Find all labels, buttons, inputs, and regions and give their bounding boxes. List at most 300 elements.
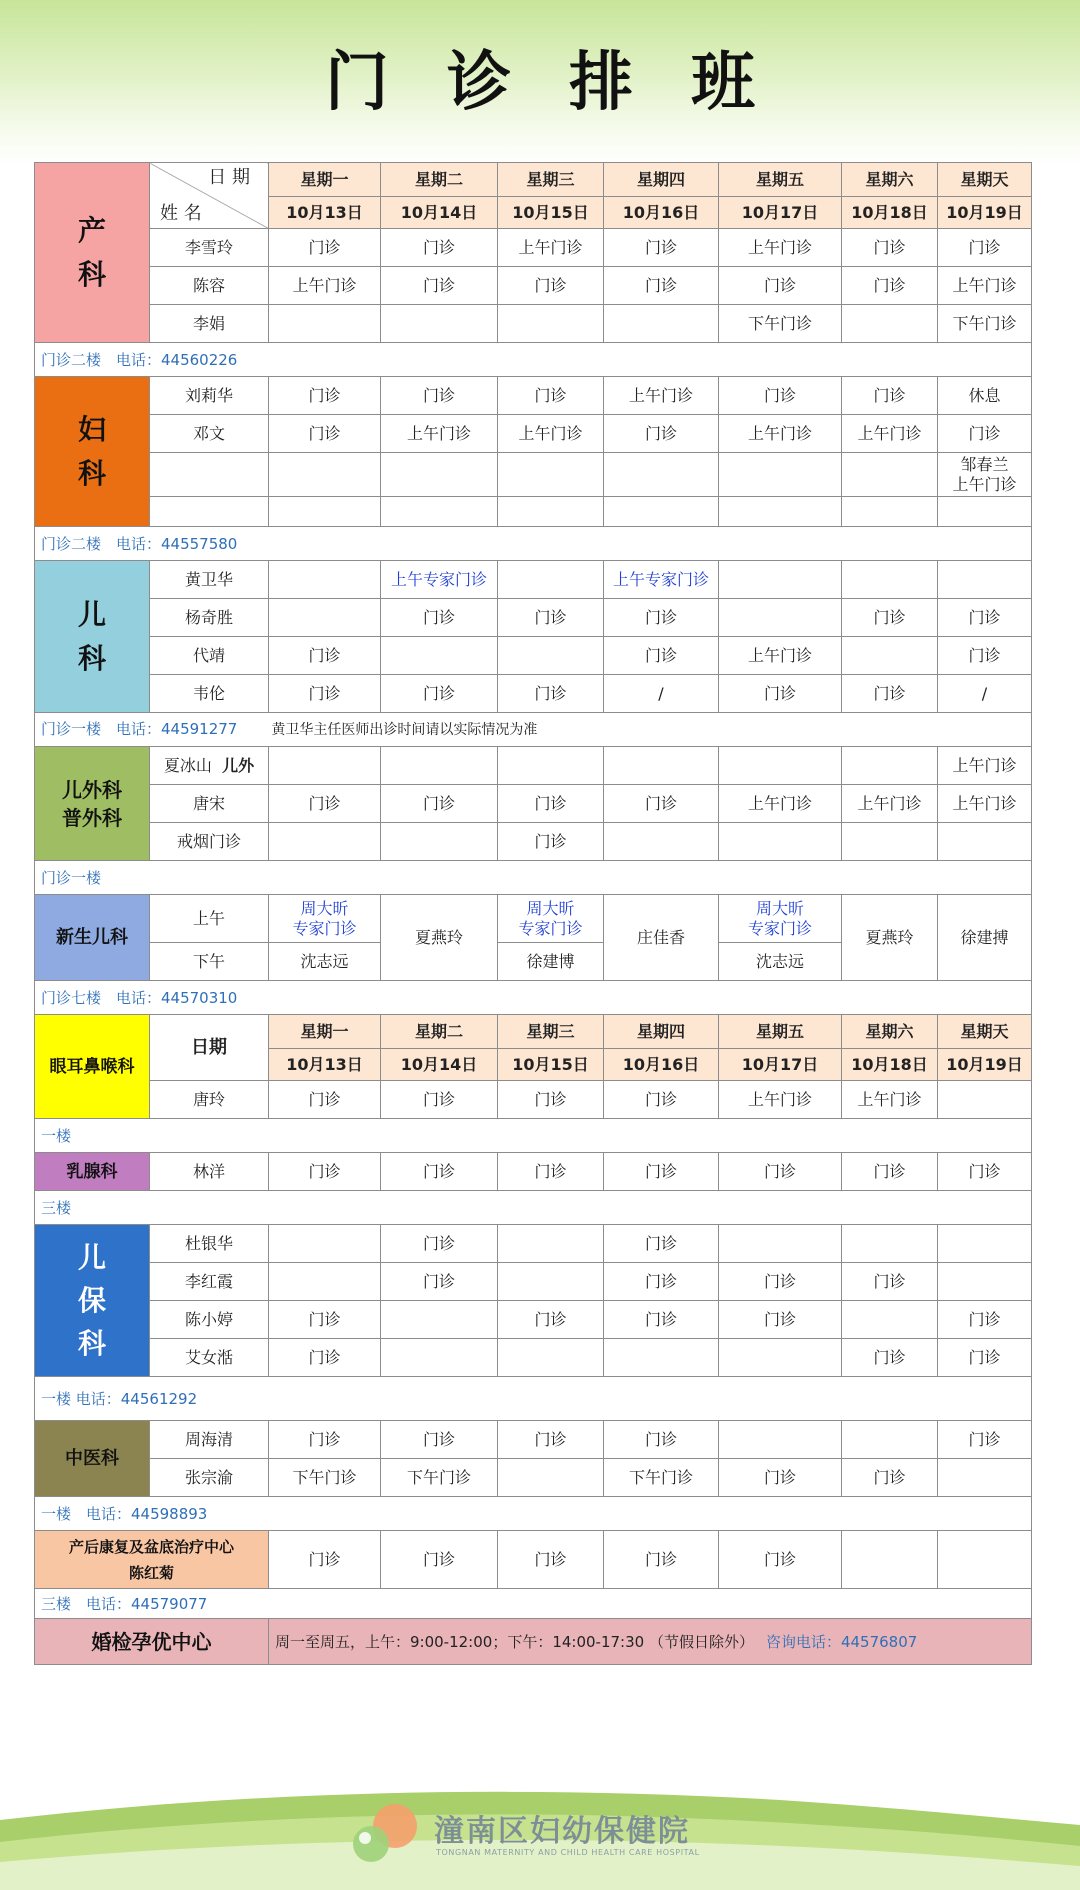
schedule-cell: [938, 637, 1032, 675]
schedule-cell: [842, 415, 938, 453]
schedule-text: 上午门诊: [952, 793, 1017, 813]
location-note: [35, 1119, 1032, 1153]
weekday-text: 星期天: [960, 169, 1009, 189]
table-row: [35, 229, 1032, 267]
schedule-cell: [269, 415, 381, 453]
schedule-text: 门诊: [763, 683, 796, 703]
doctor-name-text: 陈容: [192, 275, 225, 295]
schedule-cell: [842, 599, 938, 637]
schedule-cell: [719, 415, 842, 453]
schedule-cell: [842, 229, 938, 267]
location-note: [35, 713, 1032, 747]
table-row: [35, 713, 1032, 747]
schedule-text: 上午门诊: [406, 423, 471, 443]
schedule-cell: [604, 823, 719, 861]
schedule-text: 门诊: [763, 1161, 796, 1181]
date-text: 10月18日: [851, 202, 928, 222]
weekday-header: [938, 1015, 1032, 1049]
schedule-cell: [381, 599, 498, 637]
location-phone-note: 三楼 电话：44579077: [41, 1594, 208, 1613]
date-label-header: [150, 1015, 269, 1081]
session-label: [150, 943, 269, 981]
department-label: [35, 1153, 150, 1191]
schedule-cell: [938, 675, 1032, 713]
schedule-cell: [938, 305, 1032, 343]
schedule-cell: [719, 305, 842, 343]
schedule-cell: [269, 1531, 381, 1589]
schedule-cell: [938, 1263, 1032, 1301]
schedule-cell: [381, 1153, 498, 1191]
doctor-name: [150, 1301, 269, 1339]
doctor-name-text: 邓文: [192, 423, 225, 443]
schedule-cell: [604, 747, 719, 785]
schedule-text: 徐建博: [526, 951, 575, 971]
department-name: 普外科: [62, 805, 122, 830]
date-text: 10月13日: [286, 202, 363, 222]
department-name: 眼耳鼻喉科: [49, 1056, 135, 1077]
schedule-text: 门诊: [308, 385, 341, 405]
schedule-cell: [719, 785, 842, 823]
doctor-name: [150, 1263, 269, 1301]
schedule-cell: [719, 1339, 842, 1377]
hospital-name: 潼南区妇幼保健院: [434, 1814, 690, 1849]
schedule-text: 门诊: [534, 793, 567, 813]
schedule-text: 门诊: [968, 1429, 1001, 1449]
schedule-text: 周大昕: [300, 898, 349, 918]
doctor-name: [150, 497, 269, 527]
schedule-text: 门诊: [308, 1347, 341, 1367]
schedule-text: 门诊: [644, 1271, 677, 1291]
department-label: [35, 1531, 269, 1589]
schedule-text: 下午门诊: [292, 1467, 357, 1487]
schedule-cell: [269, 675, 381, 713]
schedule-text: 门诊: [873, 237, 906, 257]
table-row: [35, 377, 1032, 415]
location-note: [35, 861, 1032, 895]
schedule-text: 上午门诊: [518, 423, 583, 443]
weekday-header: [498, 1015, 604, 1049]
department-label: [35, 1421, 150, 1497]
doctor-name: [150, 1339, 269, 1377]
schedule-text: 门诊: [308, 1089, 341, 1109]
schedule-cell: [842, 1301, 938, 1339]
schedule-cell: [498, 415, 604, 453]
table-row: [35, 1015, 1032, 1049]
schedule-cell: [938, 599, 1032, 637]
doctor-name-text: 李红霞: [184, 1271, 233, 1291]
schedule-text: 门诊: [422, 1161, 455, 1181]
schedule-cell: [498, 453, 604, 497]
schedule-text: 上午门诊: [518, 237, 583, 257]
schedule-cell: [381, 305, 498, 343]
doctor-name: [150, 1153, 269, 1191]
location-note: [35, 1191, 1032, 1225]
schedule-cell: [498, 1225, 604, 1263]
schedule-cell: [269, 1421, 381, 1459]
schedule-cell: [604, 267, 719, 305]
schedule-text: 门诊: [763, 1467, 796, 1487]
schedule-cell: [269, 267, 381, 305]
schedule-cell: [842, 1263, 938, 1301]
doctor-name-text: 韦伦: [192, 683, 225, 703]
doctor-name: [150, 1421, 269, 1459]
date-text: 10月13日: [286, 1054, 363, 1074]
schedule-cell: [938, 895, 1032, 981]
schedule-cell: [842, 305, 938, 343]
location-phone-note: 门诊二楼 电话：44560226: [41, 350, 238, 369]
consult-phone: 咨询电话：44576807: [765, 1632, 918, 1651]
schedule-text: 门诊: [763, 1271, 796, 1291]
schedule-cell: [719, 1153, 842, 1191]
schedule-text: 门诊: [534, 831, 567, 851]
schedule-cell: [269, 1459, 381, 1497]
schedule-cell: [269, 1225, 381, 1263]
schedule-text: 门诊: [968, 1161, 1001, 1181]
doctor-name: [150, 229, 269, 267]
schedule-cell: [269, 637, 381, 675]
schedule-cell: [381, 823, 498, 861]
schedule-cell: [498, 747, 604, 785]
schedule-cell: [269, 229, 381, 267]
date-header: [498, 197, 604, 229]
weekday-header: [269, 163, 381, 197]
department-name: 产后康复及盆底治疗中心: [68, 1537, 234, 1556]
schedule-cell: [604, 305, 719, 343]
schedule-cell: [719, 637, 842, 675]
doctor-name: [150, 1081, 269, 1119]
schedule-text: 门诊: [422, 1271, 455, 1291]
schedule-cell: [381, 1263, 498, 1301]
table-row: [35, 343, 1032, 377]
session-text: 上午: [192, 908, 225, 928]
schedule-cell: [719, 377, 842, 415]
schedule-text: 徐建搏: [960, 927, 1009, 947]
location-phone-note: 门诊七楼 电话：44570310: [41, 988, 238, 1007]
date-text: 10月18日: [851, 1054, 928, 1074]
schedule-text: 门诊: [422, 793, 455, 813]
schedule-text: 门诊: [422, 607, 455, 627]
schedule-text: 门诊: [644, 423, 677, 443]
schedule-text: 周大昕: [755, 898, 804, 918]
schedule-cell: [498, 785, 604, 823]
schedule-cell: [381, 747, 498, 785]
schedule-text: 门诊: [422, 1429, 455, 1449]
doctor-name-text: 代靖: [192, 645, 225, 665]
location-note: [35, 527, 1032, 561]
schedule-text: 门诊: [308, 793, 341, 813]
date-name-corner-header: [150, 163, 269, 229]
schedule-text: 门诊: [534, 683, 567, 703]
date-header: [269, 197, 381, 229]
department-label: [35, 1619, 269, 1665]
schedule-cell: [938, 1081, 1032, 1119]
weekday-text: 星期一: [300, 1021, 349, 1041]
table-row: [35, 1153, 1032, 1191]
schedule-cell: [269, 497, 381, 527]
table-row: [35, 895, 1032, 943]
schedule-text: 门诊: [308, 645, 341, 665]
schedule-cell: [269, 1301, 381, 1339]
schedule-cell: [269, 377, 381, 415]
schedule-cell: [381, 1339, 498, 1377]
schedule-cell: [498, 1081, 604, 1119]
schedule-text: 上午门诊: [628, 385, 693, 405]
page-title: 门诊排班: [325, 46, 813, 120]
schedule-text: 上午门诊: [747, 645, 812, 665]
date-text: 10月15日: [512, 1054, 589, 1074]
schedule-cell: [604, 377, 719, 415]
schedule-cell: [719, 895, 842, 943]
schedule-cell: [719, 675, 842, 713]
schedule-cell: [938, 453, 1032, 497]
schedule-cell: [381, 637, 498, 675]
schedule-cell: [842, 377, 938, 415]
schedule-text: 门诊: [534, 275, 567, 295]
location-phone-note: 一楼 电话：44561292: [41, 1389, 198, 1408]
schedule-text: 沈志远: [755, 951, 804, 971]
doctor-name-text: 刘莉华: [184, 385, 233, 405]
table-row: [35, 747, 1032, 785]
weekday-text: 星期二: [414, 169, 463, 189]
schedule-text: 门诊: [763, 385, 796, 405]
schedule-cell: [381, 1421, 498, 1459]
schedule-cell: [381, 561, 498, 599]
schedule-cell: [604, 1153, 719, 1191]
schedule-cell: [938, 1153, 1032, 1191]
schedule-text: 门诊: [422, 237, 455, 257]
date-text: 10月19日: [946, 1054, 1023, 1074]
doctor-name-text: 夏冰山: [163, 755, 212, 775]
schedule-text: 门诊: [534, 1549, 567, 1569]
date-text: 10月15日: [512, 202, 589, 222]
schedule-text: 门诊: [644, 275, 677, 295]
service-hours: [269, 1619, 1032, 1665]
schedule-cell: [498, 823, 604, 861]
weekday-text: 星期二: [414, 1021, 463, 1041]
doctor-name-text: 李雪玲: [184, 237, 233, 257]
schedule-text: 门诊: [534, 1161, 567, 1181]
schedule-text: 门诊: [644, 1429, 677, 1449]
weekday-header: [381, 163, 498, 197]
schedule-text: 沈志远: [300, 951, 349, 971]
table-row: [35, 637, 1032, 675]
weekday-text: 星期一: [300, 169, 349, 189]
schedule-cell: [719, 1459, 842, 1497]
schedule-cell: [842, 1225, 938, 1263]
table-row: [35, 675, 1032, 713]
table-row: [35, 267, 1032, 305]
schedule-cell: [938, 561, 1032, 599]
date-text: 10月14日: [400, 202, 478, 222]
table-row: [35, 1531, 1032, 1589]
schedule-cell: [498, 1531, 604, 1589]
location-note: [35, 1589, 1032, 1619]
schedule-cell: [719, 1421, 842, 1459]
schedule-text: 门诊: [873, 1161, 906, 1181]
schedule-cell: [381, 1081, 498, 1119]
schedule-text: 专家门诊: [747, 918, 812, 938]
schedule-cell: [938, 1301, 1032, 1339]
weekday-header: [498, 163, 604, 197]
schedule-cell: [381, 785, 498, 823]
schedule-text: 门诊: [308, 683, 341, 703]
department-name: 乳腺科: [66, 1161, 118, 1182]
schedule-cell: [938, 1531, 1032, 1589]
table-row: [35, 1339, 1032, 1377]
weekday-header: [842, 1015, 938, 1049]
schedule-text: 门诊: [763, 275, 796, 295]
schedule-cell: [498, 943, 604, 981]
schedule-cell: [842, 1459, 938, 1497]
weekday-header: [381, 1015, 498, 1049]
schedule-cell: [938, 823, 1032, 861]
doctor-name: [150, 675, 269, 713]
schedule-text: 下午门诊: [406, 1467, 471, 1487]
weekday-text: 星期四: [636, 1021, 685, 1041]
schedule-cell: [719, 1301, 842, 1339]
schedule-cell: [498, 599, 604, 637]
schedule-cell: [269, 747, 381, 785]
doctor-name-text: 杨奇胜: [184, 607, 233, 627]
schedule-cell: [719, 453, 842, 497]
schedule-cell: [381, 1531, 498, 1589]
schedule-cell: [381, 1301, 498, 1339]
department-label: 妇 科: [35, 377, 150, 527]
table-row: [35, 453, 1032, 497]
location-phone-note: 三楼: [41, 1198, 72, 1217]
schedule-cell: [498, 637, 604, 675]
schedule-cell: [842, 675, 938, 713]
schedule-cell: [381, 497, 498, 527]
schedule-cell: [938, 415, 1032, 453]
schedule-text: 门诊: [968, 237, 1001, 257]
schedule-cell: [269, 1339, 381, 1377]
department-label: 儿 保 科: [35, 1225, 150, 1377]
location-note: [35, 1377, 1032, 1421]
schedule-text: 门诊: [308, 1549, 341, 1569]
weekday-text: 星期五: [755, 169, 804, 189]
table-row: [35, 1589, 1032, 1619]
schedule-text: 门诊: [968, 1309, 1001, 1329]
schedule-cell: [842, 637, 938, 675]
schedule-text: 门诊: [422, 1089, 455, 1109]
schedule-cell: [269, 1153, 381, 1191]
schedule-cell: [604, 1081, 719, 1119]
schedule-cell: [269, 823, 381, 861]
date-label: 日期: [191, 1036, 227, 1058]
weekday-header: [604, 1015, 719, 1049]
schedule-cell: [842, 895, 938, 981]
date-text: 10月16日: [622, 202, 700, 222]
schedule-cell: [269, 561, 381, 599]
table-row: [35, 981, 1032, 1015]
schedule-text: 门诊: [644, 1309, 677, 1329]
schedule-cell: [381, 415, 498, 453]
schedule-text: 门诊: [534, 1429, 567, 1449]
schedule-cell: [842, 1081, 938, 1119]
schedule-text: /: [981, 683, 988, 703]
schedule-cell: [498, 675, 604, 713]
doctor-name-text: 陈红菊: [128, 1563, 174, 1582]
doctor-name: [150, 453, 269, 497]
schedule-cell: [842, 823, 938, 861]
schedule-text: 门诊: [422, 385, 455, 405]
schedule-cell: [269, 599, 381, 637]
doctor-name: [150, 747, 269, 785]
schedule-cell: [842, 1531, 938, 1589]
schedule-text: 门诊: [873, 607, 906, 627]
schedule-cell: [842, 1153, 938, 1191]
schedule-cell: [719, 943, 842, 981]
weekday-header: [604, 163, 719, 197]
schedule-cell: [604, 1263, 719, 1301]
schedule-cell: [938, 1225, 1032, 1263]
schedule-cell: [604, 785, 719, 823]
table-row: [35, 527, 1032, 561]
schedule-cell: [381, 453, 498, 497]
schedule-text: 上午专家门诊: [612, 569, 709, 589]
schedule-text: 门诊: [644, 1089, 677, 1109]
schedule-text: 门诊: [534, 1309, 567, 1329]
schedule-cell: [842, 497, 938, 527]
schedule-text: 门诊: [534, 607, 567, 627]
schedule-text: 周大昕: [526, 898, 575, 918]
schedule-cell: [498, 1153, 604, 1191]
date-text: 10月17日: [741, 1054, 819, 1074]
schedule-text: 门诊: [644, 793, 677, 813]
schedule-text: 门诊: [644, 645, 677, 665]
schedule-text: 门诊: [644, 1233, 677, 1253]
schedule-text: 上午门诊: [857, 1089, 922, 1109]
weekday-header: [938, 163, 1032, 197]
table-row: [35, 1497, 1032, 1531]
schedule-text: 夏燕玲: [865, 927, 914, 947]
doctor-name-text: 张宗渝: [184, 1467, 233, 1487]
schedule-cell: [498, 497, 604, 527]
schedule-cell: [604, 895, 719, 981]
schedule-text: 门诊: [968, 423, 1001, 443]
schedule-text: 门诊: [873, 1467, 906, 1487]
doctor-name: [150, 415, 269, 453]
schedule-body: [35, 163, 1032, 1665]
schedule-cell: [604, 637, 719, 675]
schedule-text: 专家门诊: [518, 918, 583, 938]
schedule-cell: [604, 415, 719, 453]
date-header: [719, 197, 842, 229]
schedule-cell: [381, 229, 498, 267]
department-name: 中医科: [65, 1447, 119, 1469]
schedule-cell: [498, 1301, 604, 1339]
schedule-cell: [604, 1531, 719, 1589]
date-header: [498, 1049, 604, 1081]
doctor-name: [150, 785, 269, 823]
schedule-text: 门诊: [308, 237, 341, 257]
hours-text: 周一至周五，上午：9:00-12:00；下午：14:00-17:30 （节假日除外）: [275, 1632, 754, 1651]
weekday-header: [719, 163, 842, 197]
table-row: [35, 1421, 1032, 1459]
schedule-cell: [498, 1421, 604, 1459]
doctor-name: [150, 267, 269, 305]
schedule-cell: [381, 895, 498, 981]
weekday-text: 星期六: [865, 169, 914, 189]
schedule-text: 上午门诊: [952, 275, 1017, 295]
location-phone-note: 门诊二楼 电话：44557580: [41, 534, 238, 553]
schedule-text: 门诊: [422, 275, 455, 295]
schedule-cell: [719, 497, 842, 527]
location-note: [35, 1497, 1032, 1531]
note-remark: 黄卫华主任医师出诊时间请以实际情况为准: [271, 722, 538, 738]
schedule-cell: [938, 497, 1032, 527]
